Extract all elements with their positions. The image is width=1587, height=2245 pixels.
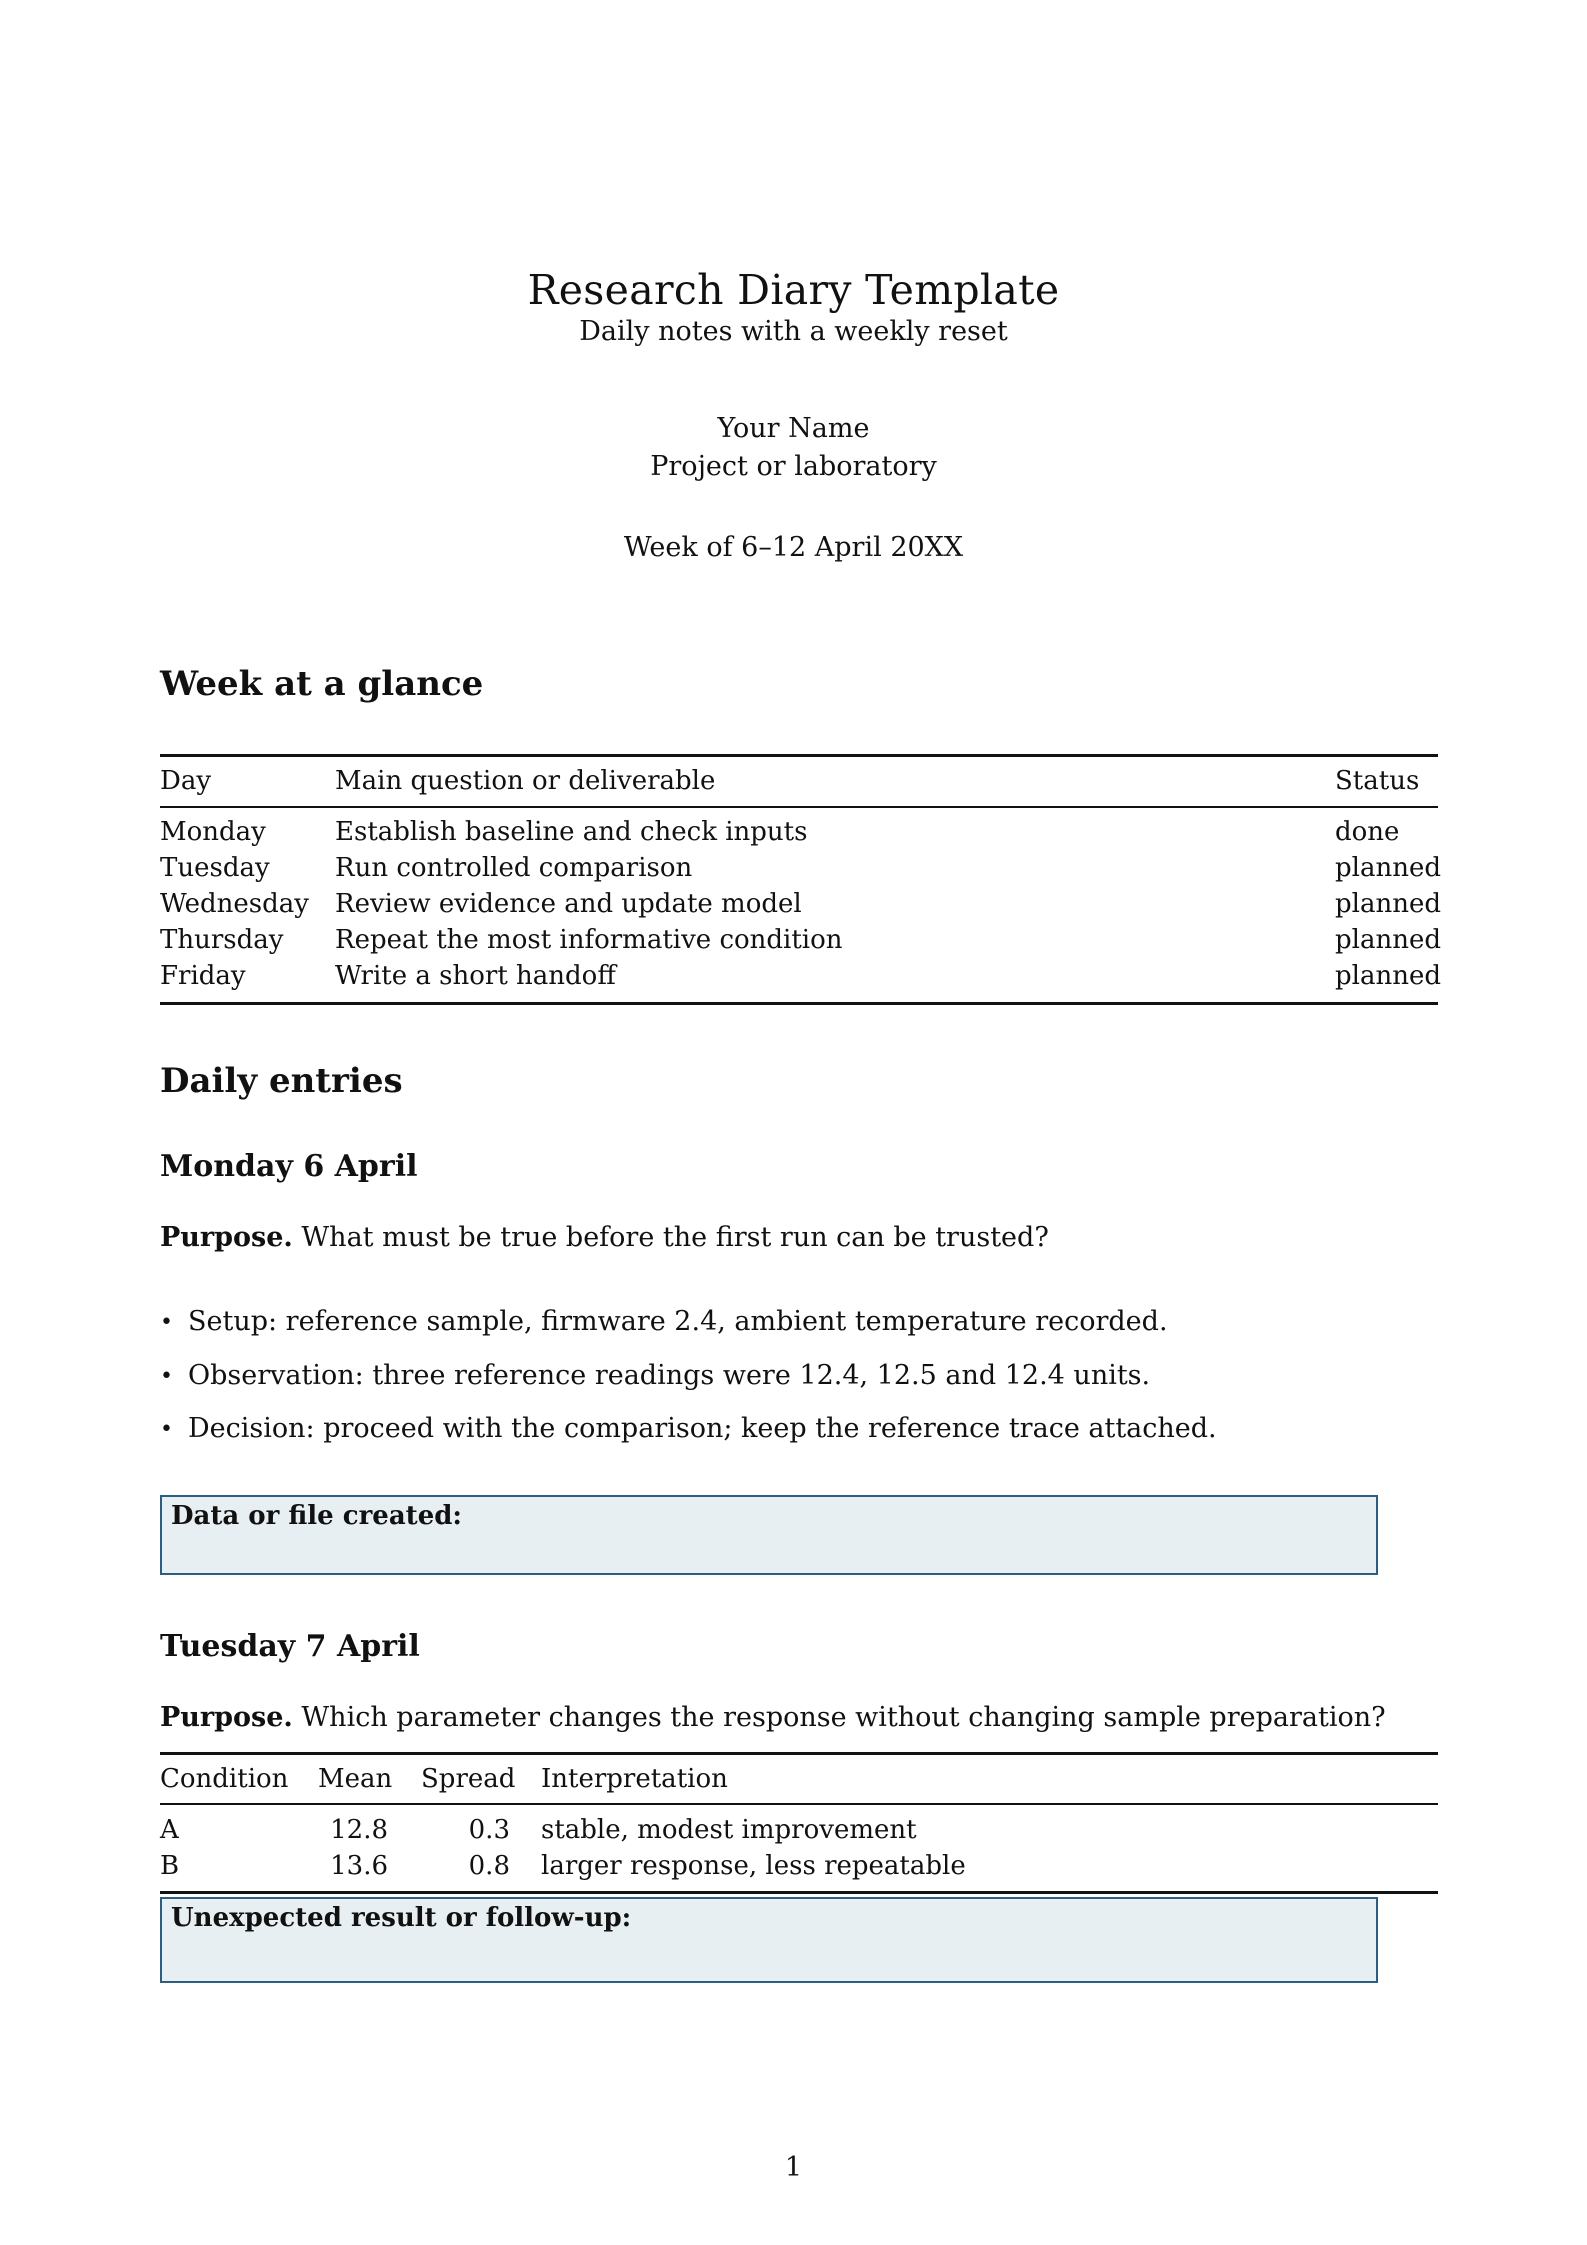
column-header-condition: Condition (160, 1764, 289, 1794)
table-header-rule (160, 1803, 1438, 1805)
table-cell-day: Thursday (160, 925, 284, 955)
table-row (160, 961, 1441, 997)
table-cell-status: planned (1335, 925, 1441, 955)
list-item-text: Setup: reference sample, firmware 2.4, ambient temperature recorded. (188, 1306, 1168, 1337)
table-cell-mean: 13.6 (330, 1851, 388, 1881)
table-bottom-rule (160, 1002, 1438, 1005)
table-top-rule (160, 754, 1438, 757)
table-cell-status: done (1335, 817, 1400, 847)
table-cell-mean: 12.8 (330, 1815, 388, 1845)
table-cell-condition: B (160, 1851, 180, 1881)
table-cell-main: Establish baseline and check inputs (335, 817, 808, 847)
table-row (160, 1851, 1438, 1887)
table-row (160, 1815, 1438, 1851)
table-row (160, 853, 1441, 889)
table-cell-spread: 0.3 (468, 1815, 510, 1845)
purpose-label: Purpose. (160, 1222, 293, 1253)
table-cell-status: planned (1335, 961, 1441, 991)
column-header-mean: Mean (318, 1764, 393, 1794)
list-item-text: Decision: proceed with the comparison; keep the reference trace attached. (188, 1413, 1217, 1444)
section-heading-daily-entries: Daily entries (160, 1061, 403, 1101)
column-header-status: Status (1335, 766, 1420, 796)
table-row (160, 889, 1441, 925)
purpose-text: What must be true before the first run can be trusted? (301, 1222, 1049, 1253)
column-header-interpretation: Interpretation (541, 1764, 728, 1794)
table-cell-day: Tuesday (160, 853, 270, 883)
box-label: Data or file created: (171, 1501, 463, 1531)
bullet-icon: • (160, 1364, 173, 1389)
table-cell-day: Friday (160, 961, 246, 991)
bullet-icon: • (160, 1417, 173, 1442)
table-top-rule (160, 1752, 1438, 1755)
table-header-row (160, 766, 1438, 802)
unexpected-result-box[interactable] (160, 1897, 1378, 1983)
table-cell-condition: A (160, 1815, 179, 1845)
table-cell-main: Write a short handoff (335, 961, 616, 991)
table-cell-day: Wednesday (160, 889, 309, 919)
data-file-created-box[interactable] (160, 1495, 1378, 1575)
purpose-label: Purpose. (160, 1702, 293, 1733)
box-label: Unexpected result or follow-up: (171, 1903, 632, 1933)
table-cell-status: planned (1335, 889, 1441, 919)
page-number: 1 (784, 2152, 803, 2183)
table-cell-interpretation: larger response, less repeatable (541, 1851, 966, 1881)
section-heading-week-at-a-glance: Week at a glance (160, 664, 484, 704)
subsection-heading-monday: Monday 6 April (160, 1149, 418, 1184)
column-header-main: Main question or deliverable (335, 766, 716, 796)
column-header-spread: Spread (421, 1764, 516, 1794)
table-cell-main: Run controlled comparison (335, 853, 693, 883)
author-name: Your Name (717, 413, 870, 444)
table-cell-main: Repeat the most informative condition (335, 925, 843, 955)
purpose-text: Which parameter changes the response without changing sample preparation? (301, 1702, 1386, 1733)
column-header-day: Day (160, 766, 212, 796)
bullet-icon: • (160, 1310, 173, 1335)
affiliation: Project or laboratory (650, 451, 937, 482)
table-header-row (160, 1764, 1438, 1800)
table-bottom-rule (160, 1891, 1438, 1894)
table-header-rule (160, 806, 1438, 808)
document-title: Research Diary Template (527, 266, 1060, 314)
table-row (160, 817, 1438, 853)
document-date: Week of 6–12 April 20XX (623, 532, 964, 563)
table-row (160, 925, 1441, 961)
document-subtitle: Daily notes with a weekly reset (579, 316, 1008, 347)
table-cell-day: Monday (160, 817, 266, 847)
monday-purpose (160, 1222, 1438, 1253)
table-cell-interpretation: stable, modest improvement (541, 1815, 917, 1845)
table-cell-main: Review evidence and update model (335, 889, 802, 919)
list-item-text: Observation: three reference readings were 12.4, 12.5 and 12.4 units. (188, 1360, 1151, 1391)
subsection-heading-tuesday: Tuesday 7 April (160, 1629, 420, 1664)
table-cell-spread: 0.8 (468, 1851, 510, 1881)
table-cell-status: planned (1335, 853, 1441, 883)
tuesday-purpose (160, 1702, 1438, 1733)
